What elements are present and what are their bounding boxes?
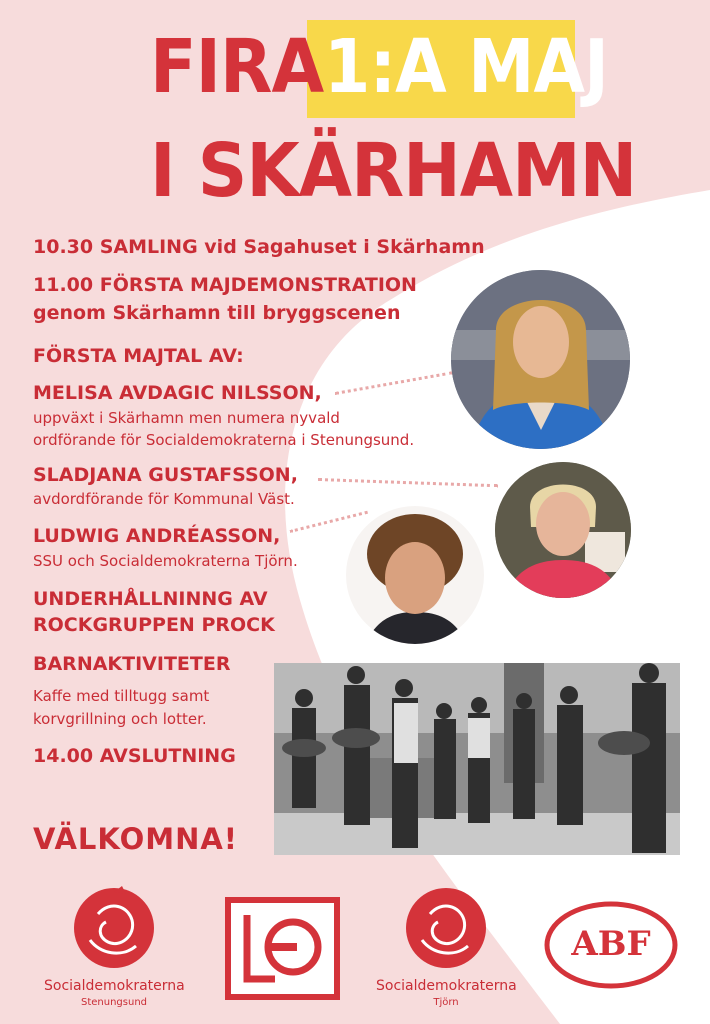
speaker-1-desc1: uppväxt i Skärhamn men numera nyvald (33, 409, 340, 427)
schedule-demo-line2: genom Skärhamn till bryggscenen (33, 302, 401, 324)
schedule-samling: 10.30 SAMLING vid Sagahuset i Skärhamn (33, 236, 485, 258)
speaker-3-photo (346, 506, 484, 644)
speaker-3-desc: SSU och Socialdemokraterna Tjörn. (33, 552, 298, 570)
kids-heading: BARNAKTIVITETER (33, 653, 231, 675)
title-fira: FIRA (150, 24, 324, 110)
sd-tjorn-name: Socialdemokraterna (376, 978, 517, 994)
kids-line2: korvgrillning och lotter. (33, 710, 207, 728)
entertainment-line1: UNDERHÅLLNINNG AV (33, 588, 268, 610)
lo-logo-icon (225, 897, 340, 1000)
speaker-3-name: LUDWIG ANDRÉASSON, (33, 525, 281, 547)
kids-line1: Kaffe med tilltugg samt (33, 687, 210, 705)
sd-stenungsund-name: Socialdemokraterna (44, 978, 185, 994)
end-time: 14.00 AVSLUTNING (33, 745, 236, 767)
sd-tjorn-sub: Tjörn (433, 997, 459, 1008)
abf-text: ABF (571, 924, 651, 964)
rose-logo-stenungsund-icon (70, 884, 158, 972)
majtal-heading: FÖRSTA MAJTAL AV: (33, 345, 244, 367)
abf-logo (543, 900, 679, 990)
speaker-2-name: SLADJANA GUSTAFSSON, (33, 464, 298, 486)
speaker-2-photo (495, 462, 631, 598)
entertainment-line2: ROCKGRUPPEN PROCK (33, 614, 275, 636)
speaker-2-desc: avdordförande för Kommunal Väst. (33, 490, 295, 508)
title-place: I SKÄRHAMN (150, 128, 637, 214)
title-date: 1:A MAJ (324, 24, 609, 110)
band-photo (274, 663, 680, 855)
speaker-1-photo (451, 270, 630, 449)
sd-stenungsund-sub: Stenungsund (80, 997, 147, 1008)
welcome-text: VÄLKOMNA! (33, 822, 239, 856)
schedule-demo-line1: 11.00 FÖRSTA MAJDEMONSTRATION (33, 274, 417, 296)
rose-logo-tjorn-icon (402, 884, 490, 972)
speaker-1-desc2: ordförande för Socialdemokraterna i Stenungsund. (33, 431, 415, 449)
speaker-1-name: MELISA AVDAGIC NILSSON, (33, 382, 322, 404)
